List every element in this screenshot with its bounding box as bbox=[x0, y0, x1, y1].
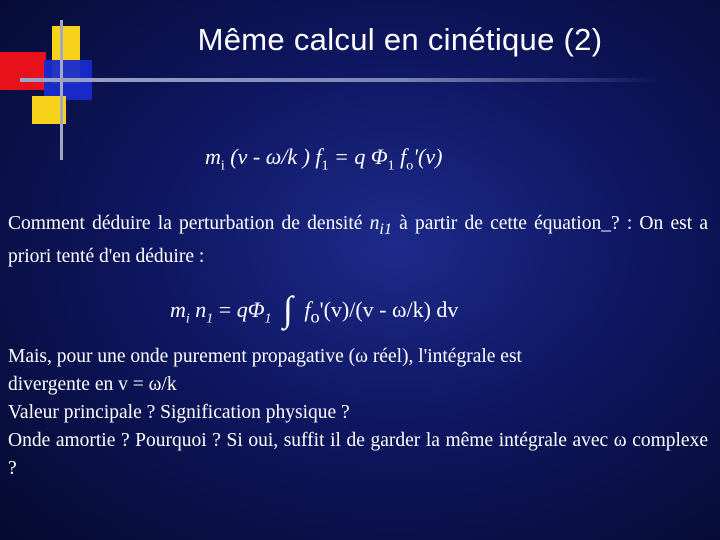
horizontal-rule-decoration bbox=[20, 78, 660, 82]
discussion-line-4: Onde amortie ? Pourquoi ? Si oui, suffit il de garder la même intégrale avec ω complexe ? bbox=[8, 430, 708, 479]
discussion-line-2: divergente en v = ω/k bbox=[8, 374, 177, 395]
paragraph-question: Comment déduire la perturbation de densité $n_{i1}$ à partir de cette équation_? : On est a priori tenté d'en déduire : bbox=[8, 213, 708, 267]
equation-1: $m_i$ (v - ω/k ) $f_1 = q$ $\Phi_1$ $f_o'(v)$ bbox=[205, 144, 443, 174]
discussion-line-3: Valeur principale ? Signification physique ? bbox=[8, 402, 350, 423]
slide-title: Même calcul en cinétique (2) bbox=[197, 22, 603, 57]
integral-sign: ∫ bbox=[282, 289, 293, 329]
paragraph-discussion bbox=[8, 343, 708, 483]
equation-2: $m_i$ $n_1 = q\Phi_1$ ∫ $f_o'(v)/(v - \omega/k)$ dv bbox=[170, 289, 459, 329]
discussion-line-1: Mais, pour une onde purement propagative (ω réel), l'intégrale est bbox=[8, 346, 522, 367]
